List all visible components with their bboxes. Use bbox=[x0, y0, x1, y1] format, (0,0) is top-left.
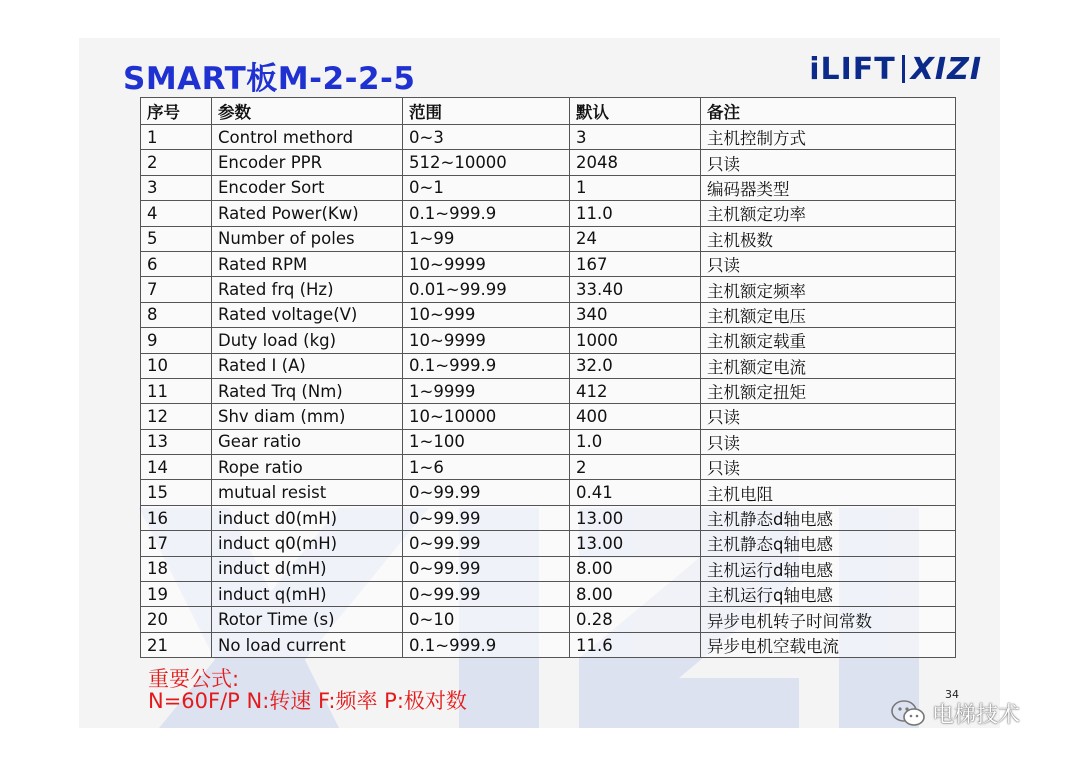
cell-index: 18 bbox=[141, 556, 212, 581]
cell-range: 1~99 bbox=[403, 226, 570, 251]
cell-parameter: Rotor Time (s) bbox=[212, 607, 403, 632]
cell-remark: 主机额定载重 bbox=[701, 328, 956, 353]
table-row bbox=[141, 480, 956, 505]
cell-default: 2 bbox=[570, 455, 701, 480]
formula-text: N=60F/P N:转速 F:频率 P:极对数 bbox=[148, 689, 467, 713]
cell-remark: 只读 bbox=[701, 251, 956, 276]
cell-default: 0.41 bbox=[570, 480, 701, 505]
cell-parameter: induct d0(mH) bbox=[212, 505, 403, 530]
table-row bbox=[141, 328, 956, 353]
cell-index: 11 bbox=[141, 378, 212, 403]
header-default: 默认 bbox=[570, 98, 701, 125]
table-row bbox=[141, 353, 956, 378]
cell-remark: 主机额定功率 bbox=[701, 201, 956, 226]
cell-range: 0.1~999.9 bbox=[403, 201, 570, 226]
table-row bbox=[141, 226, 956, 251]
wechat-account-name: 电梯技术 bbox=[932, 703, 1021, 728]
cell-parameter: Shv diam (mm) bbox=[212, 404, 403, 429]
cell-remark: 主机额定电压 bbox=[701, 302, 956, 327]
cell-remark: 主机额定电流 bbox=[701, 353, 956, 378]
logo-divider bbox=[902, 55, 905, 83]
table-row bbox=[141, 531, 956, 556]
slide-title: SMART板M-2-2-5 bbox=[123, 61, 416, 97]
cell-index: 21 bbox=[141, 632, 212, 657]
cell-default: 1000 bbox=[570, 328, 701, 353]
cell-parameter: Gear ratio bbox=[212, 429, 403, 454]
table-row bbox=[141, 201, 956, 226]
header-parameter: 参数 bbox=[212, 98, 403, 125]
cell-parameter: Rated frq (Hz) bbox=[212, 277, 403, 302]
cell-range: 0.1~999.9 bbox=[403, 353, 570, 378]
cell-index: 7 bbox=[141, 277, 212, 302]
cell-default: 400 bbox=[570, 404, 701, 429]
cell-range: 0~99.99 bbox=[403, 556, 570, 581]
cell-index: 17 bbox=[141, 531, 212, 556]
cell-remark: 主机静态d轴电感 bbox=[701, 505, 956, 530]
cell-default: 32.0 bbox=[570, 353, 701, 378]
cell-remark: 主机额定扭矩 bbox=[701, 378, 956, 403]
cell-remark: 异步电机空载电流 bbox=[701, 632, 956, 657]
cell-remark: 主机额定频率 bbox=[701, 277, 956, 302]
cell-parameter: Rated Power(Kw) bbox=[212, 201, 403, 226]
wechat-watermark bbox=[890, 698, 1020, 729]
cell-remark: 主机运行q轴电感 bbox=[701, 582, 956, 607]
header-range: 范围 bbox=[403, 98, 570, 125]
cell-index: 9 bbox=[141, 328, 212, 353]
cell-parameter: Rated Trq (Nm) bbox=[212, 378, 403, 403]
cell-default: 0.28 bbox=[570, 607, 701, 632]
cell-range: 512~10000 bbox=[403, 150, 570, 175]
cell-index: 5 bbox=[141, 226, 212, 251]
cell-default: 2048 bbox=[570, 150, 701, 175]
wechat-icon bbox=[890, 699, 926, 729]
cell-parameter: Control methord bbox=[212, 125, 403, 150]
cell-remark: 异步电机转子时间常数 bbox=[701, 607, 956, 632]
formula-heading: 重要公式: bbox=[148, 667, 240, 691]
cell-default: 13.00 bbox=[570, 531, 701, 556]
cell-index: 20 bbox=[141, 607, 212, 632]
cell-remark: 编码器类型 bbox=[701, 175, 956, 200]
cell-range: 10~10000 bbox=[403, 404, 570, 429]
cell-default: 8.00 bbox=[570, 556, 701, 581]
cell-index: 4 bbox=[141, 201, 212, 226]
cell-index: 2 bbox=[141, 150, 212, 175]
cell-index: 16 bbox=[141, 505, 212, 530]
table-row bbox=[141, 632, 956, 657]
table-row bbox=[141, 150, 956, 175]
cell-range: 1~9999 bbox=[403, 378, 570, 403]
cell-remark: 主机运行d轴电感 bbox=[701, 556, 956, 581]
cell-range: 1~6 bbox=[403, 455, 570, 480]
cell-default: 24 bbox=[570, 226, 701, 251]
cell-range: 1~100 bbox=[403, 429, 570, 454]
parameter-table bbox=[140, 97, 956, 658]
cell-remark: 主机电阻 bbox=[701, 480, 956, 505]
cell-parameter: mutual resist bbox=[212, 480, 403, 505]
cell-remark: 主机控制方式 bbox=[701, 125, 956, 150]
cell-range: 0~99.99 bbox=[403, 582, 570, 607]
table-row bbox=[141, 607, 956, 632]
cell-remark: 主机极数 bbox=[701, 226, 956, 251]
cell-default: 412 bbox=[570, 378, 701, 403]
logo-xizi: XIZI bbox=[910, 51, 982, 87]
cell-parameter: Rated RPM bbox=[212, 251, 403, 276]
cell-index: 13 bbox=[141, 429, 212, 454]
company-logo bbox=[809, 52, 982, 86]
cell-default: 167 bbox=[570, 251, 701, 276]
table-row bbox=[141, 302, 956, 327]
page-number: 34 bbox=[945, 688, 959, 701]
cell-parameter: induct d(mH) bbox=[212, 556, 403, 581]
table-row bbox=[141, 429, 956, 454]
cell-default: 8.00 bbox=[570, 582, 701, 607]
cell-range: 0~99.99 bbox=[403, 505, 570, 530]
cell-range: 10~9999 bbox=[403, 251, 570, 276]
cell-range: 0~3 bbox=[403, 125, 570, 150]
cell-range: 0~99.99 bbox=[403, 531, 570, 556]
table-row bbox=[141, 277, 956, 302]
header-remark: 备注 bbox=[701, 98, 956, 125]
cell-default: 1 bbox=[570, 175, 701, 200]
cell-parameter: Duty load (kg) bbox=[212, 328, 403, 353]
table-row bbox=[141, 505, 956, 530]
cell-parameter: Rated I (A) bbox=[212, 353, 403, 378]
cell-parameter: Rope ratio bbox=[212, 455, 403, 480]
cell-remark: 只读 bbox=[701, 429, 956, 454]
cell-parameter: induct q(mH) bbox=[212, 582, 403, 607]
cell-range: 0.1~999.9 bbox=[403, 632, 570, 657]
cell-parameter: Rated voltage(V) bbox=[212, 302, 403, 327]
cell-parameter: Encoder PPR bbox=[212, 150, 403, 175]
slide bbox=[79, 38, 1000, 728]
formula-note bbox=[148, 668, 467, 712]
cell-parameter: Number of poles bbox=[212, 226, 403, 251]
table-row bbox=[141, 175, 956, 200]
table-header-row bbox=[141, 98, 956, 125]
cell-remark: 只读 bbox=[701, 455, 956, 480]
table-row bbox=[141, 455, 956, 480]
cell-default: 13.00 bbox=[570, 505, 701, 530]
cell-range: 10~999 bbox=[403, 302, 570, 327]
cell-range: 10~9999 bbox=[403, 328, 570, 353]
cell-remark: 主机静态q轴电感 bbox=[701, 531, 956, 556]
table-body bbox=[141, 125, 956, 658]
cell-default: 3 bbox=[570, 125, 701, 150]
header-index: 序号 bbox=[141, 98, 212, 125]
cell-parameter: Encoder Sort bbox=[212, 175, 403, 200]
cell-range: 0.01~99.99 bbox=[403, 277, 570, 302]
cell-index: 12 bbox=[141, 404, 212, 429]
cell-index: 15 bbox=[141, 480, 212, 505]
cell-parameter: induct q0(mH) bbox=[212, 531, 403, 556]
cell-index: 8 bbox=[141, 302, 212, 327]
cell-parameter: No load current bbox=[212, 632, 403, 657]
table-row bbox=[141, 582, 956, 607]
table-row bbox=[141, 125, 956, 150]
cell-range: 0~10 bbox=[403, 607, 570, 632]
table-row bbox=[141, 251, 956, 276]
cell-index: 1 bbox=[141, 125, 212, 150]
table-row bbox=[141, 404, 956, 429]
cell-range: 0~1 bbox=[403, 175, 570, 200]
cell-index: 14 bbox=[141, 455, 212, 480]
cell-default: 11.6 bbox=[570, 632, 701, 657]
cell-index: 6 bbox=[141, 251, 212, 276]
table-row bbox=[141, 378, 956, 403]
logo-ilift: iLIFT bbox=[809, 51, 896, 87]
cell-remark: 只读 bbox=[701, 404, 956, 429]
cell-index: 19 bbox=[141, 582, 212, 607]
cell-default: 33.40 bbox=[570, 277, 701, 302]
cell-index: 3 bbox=[141, 175, 212, 200]
cell-default: 1.0 bbox=[570, 429, 701, 454]
cell-range: 0~99.99 bbox=[403, 480, 570, 505]
cell-default: 340 bbox=[570, 302, 701, 327]
cell-index: 10 bbox=[141, 353, 212, 378]
cell-default: 11.0 bbox=[570, 201, 701, 226]
table-row bbox=[141, 556, 956, 581]
cell-remark: 只读 bbox=[701, 150, 956, 175]
